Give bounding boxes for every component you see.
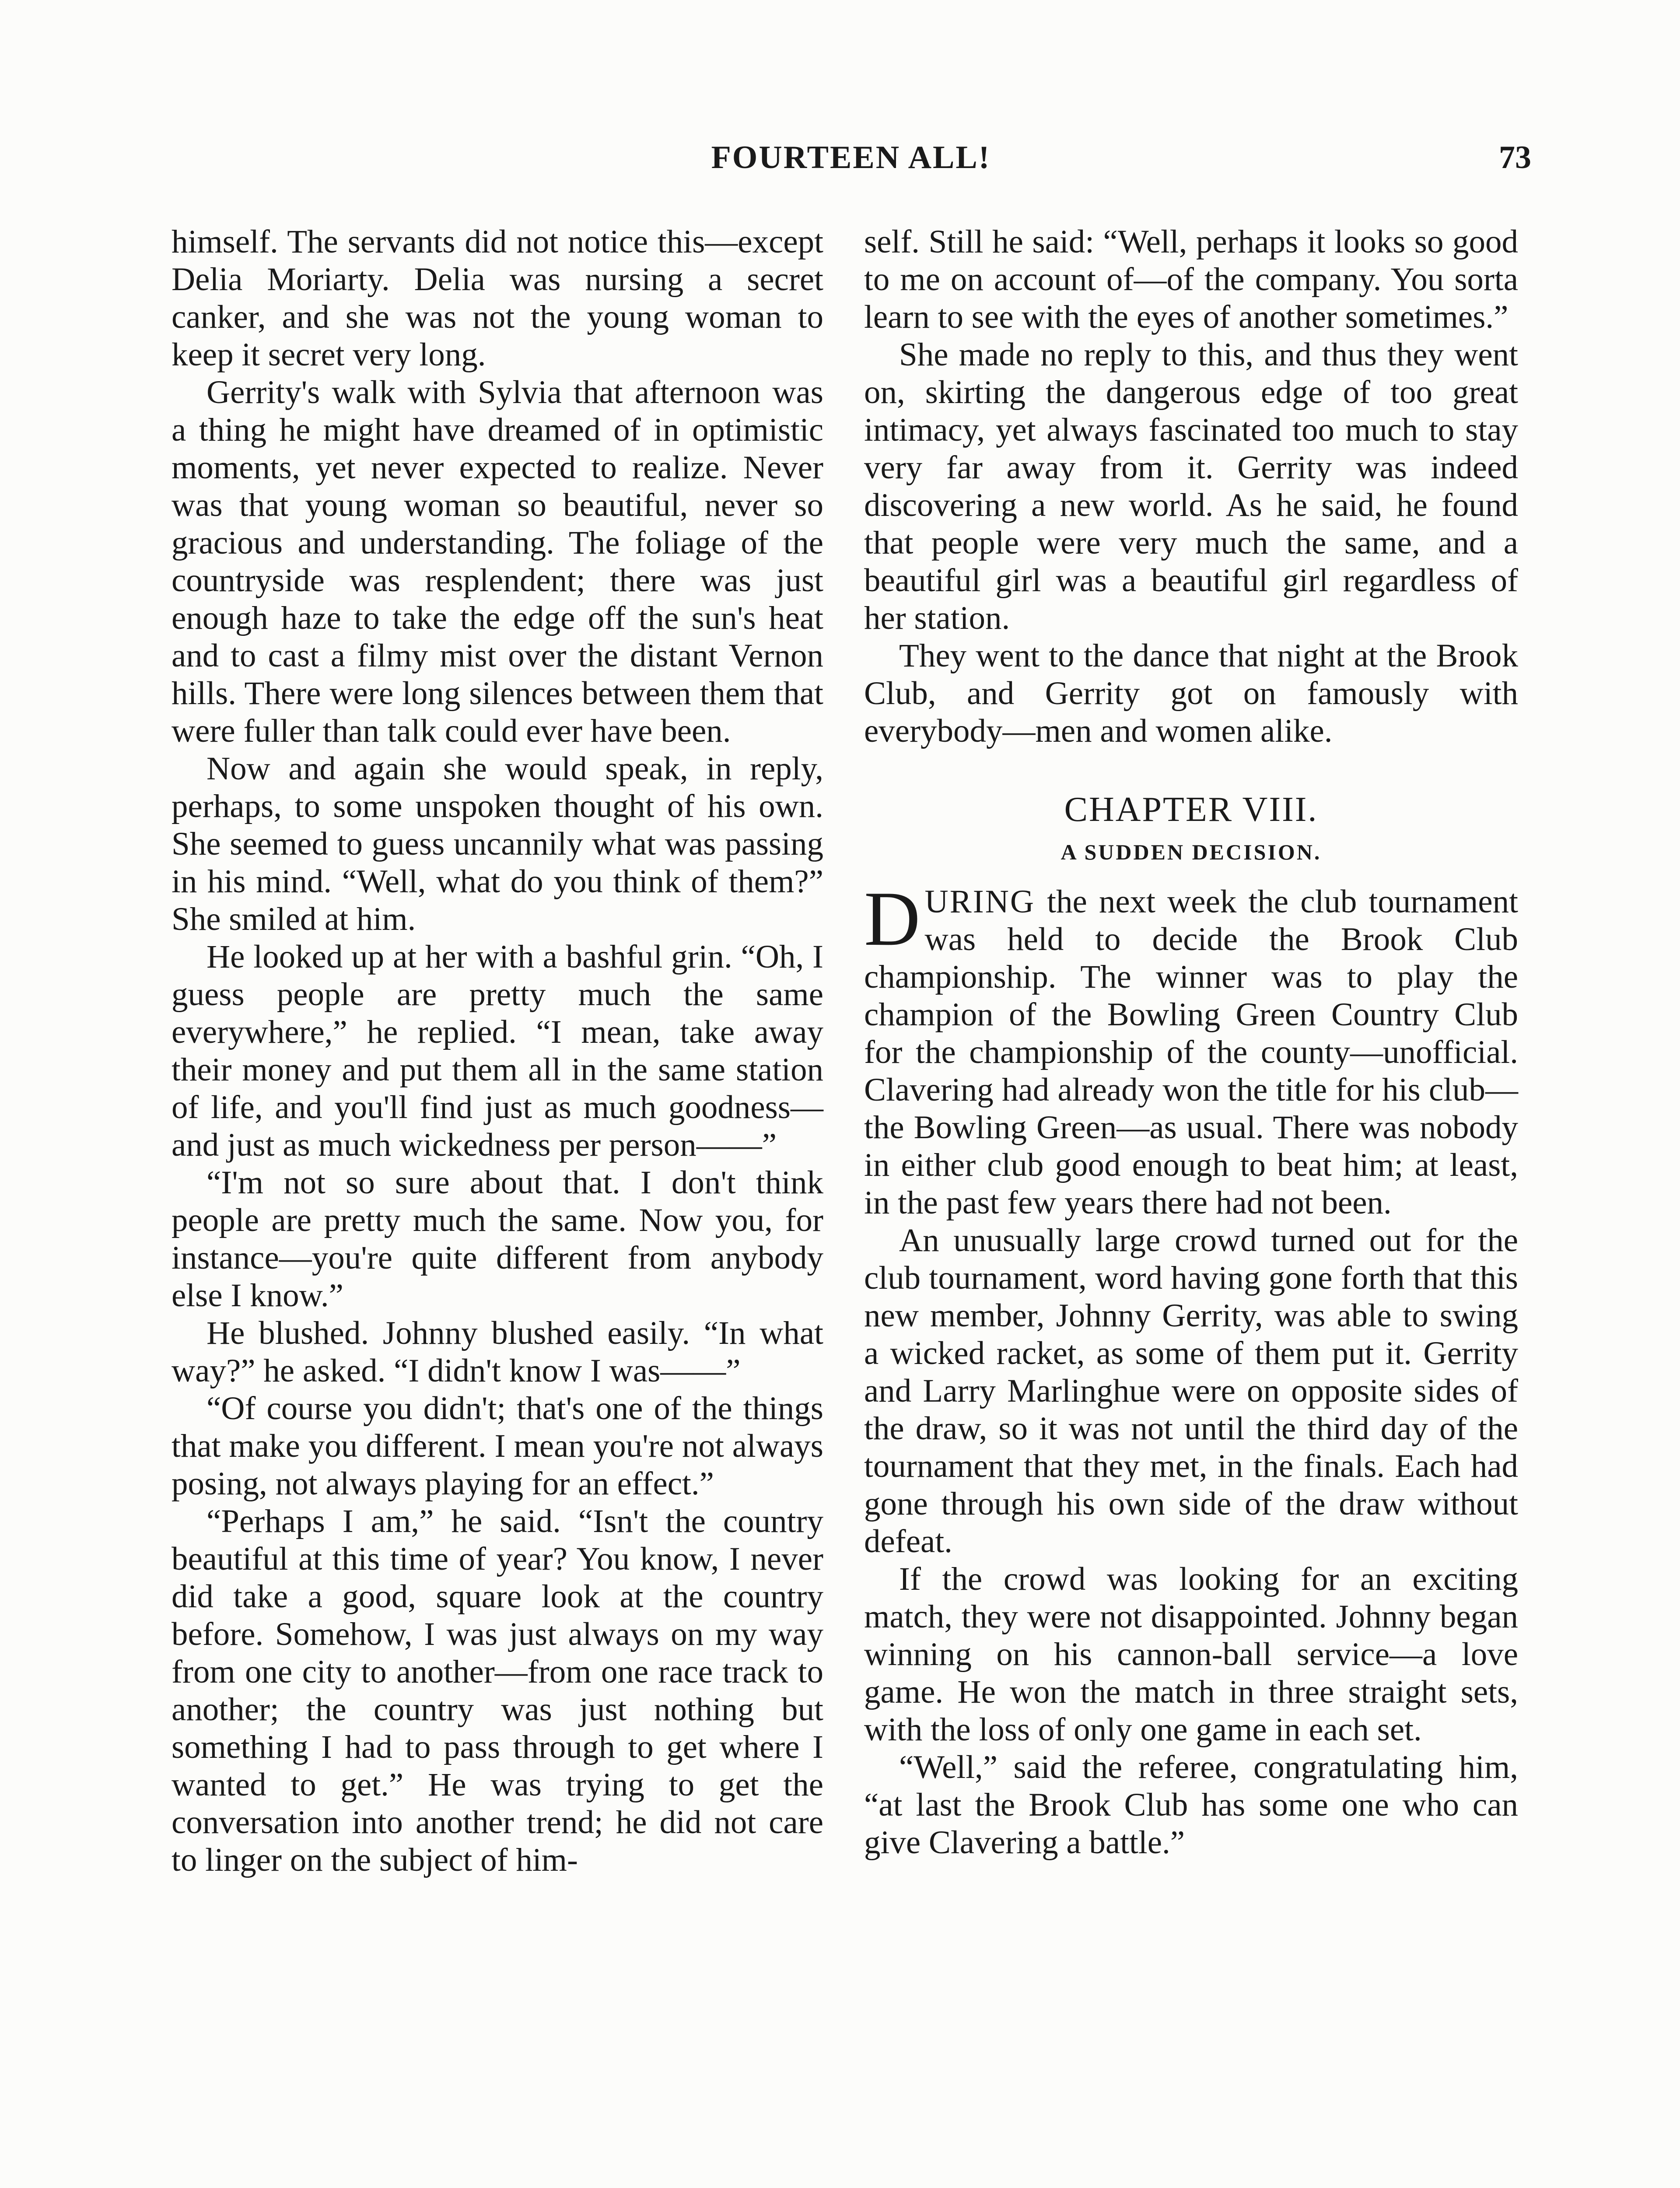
right-column [864, 223, 1518, 1862]
running-title: FOURTEEN ALL! [711, 140, 991, 175]
paragraph: An unusually large crowd turned out for the club tournament, word having gone forth that this new member, Johnny Gerrity, was able to swing a wicked racket, as some of them put it. Gerrity and Larry Marlinghue were on opposite sides of the draw, so it was not until the third day of the tournament that they met, in the finals. Each had gone through his own side of the draw without defeat. [864, 1222, 1518, 1560]
paragraph: himself. The servants did not notice this—except Delia Moriarty. Delia was nursing a secret canker, and she was not the young woman to keep it secret very long. [172, 224, 823, 373]
paragraph: If the crowd was looking for an exciting match, they were not disappointed. Johnny began winning on his cannon-ball service—a love game. He won the match in three straight sets, with the loss of only one game in each set. [864, 1561, 1518, 1748]
chapter-title: CHAPTER VIII. [1064, 790, 1318, 829]
paragraph: He blushed. Johnny blushed easily. “In what way?” he asked. “I didn't know I was——” [172, 1315, 823, 1389]
page-header [171, 139, 1531, 187]
chapter-heading [864, 789, 1518, 867]
chapter-opening-paragraph [864, 875, 1518, 1222]
opening-text: the next week the club tournament was held to decide the Brook Club championship. The winner was to play the champion of the Bowling Green Country Club for the championship of the county—unofficial. Clavering had already won the title for his club—the Bowling Green—as usual. There was nobody in either club good enough to beat him; at least, in the past few years there had not been. [864, 884, 1518, 1221]
paragraph: She made no reply to this, and thus they went on, skirting the dangerous edge of too great intimacy, yet always fascinated too much to stay very far away from it. Gerrity was indeed discovering a new world. As he said, he found that people were very much the same, and a beautiful girl was a beautiful girl regardless of her station. [864, 337, 1518, 636]
lead-word: URING [924, 884, 1036, 920]
page-number: 73 [1499, 140, 1531, 175]
paragraph: He looked up at her with a bashful grin. “Oh, I guess people are pretty much the same everywhere,” he replied. “I mean, take away their money and put them all in the same station of life, and you'll find just as much goodness—and just as much wickedness per person——” [172, 939, 823, 1163]
paragraph: “Well,” said the referee, congratulating him, “at last the Brook Club has some one who can give Clavering a battle.” [864, 1749, 1518, 1861]
paragraph: self. Still he said: “Well, perhaps it looks so good to me on account of—of the company. You sorta learn to see with the eyes of another sometimes.” [864, 224, 1518, 335]
drop-cap: D [864, 875, 920, 962]
paragraph: “I'm not so sure about that. I don't think people are pretty much the same. Now you, for instance—you're quite different from anybody else I know.” [172, 1164, 823, 1314]
paragraph: Gerrity's walk with Sylvia that afternoon was a thing he might have dreamed of in optimistic moments, yet never expected to realize. Never was that young woman so beautiful, never so gracious and understanding. The foliage of the countryside was resplendent; there was just enough haze to take the edge off the sun's heat and to cast a filmy mist over the distant Vernon hills. There were long silences between them that were fuller than talk could ever have been. [172, 374, 823, 749]
paragraph: “Of course you didn't; that's one of the things that make you different. I mean you're not always posing, not always playing for an effect.” [172, 1390, 823, 1502]
paragraph: “Perhaps I am,” he said. “Isn't the country beautiful at this time of year? You know, I never did take a good, square look at the country before. Somehow, I was just always on my way from one city to another—from one race track to another; the country was just nothing but something I had to pass through to get where I wanted to get.” He was trying to get the conversation into another trend; he did not care to linger on the subject of him- [172, 1503, 823, 1878]
paragraph: Now and again she would speak, in reply, perhaps, to some unspoken thought of his own. She seemed to guess uncannily what was passing in his mind. “Well, what do you think of them?” She smiled at him. [172, 750, 823, 937]
left-column [172, 223, 823, 1879]
chapter-subtitle: A SUDDEN DECISION. [1060, 840, 1322, 864]
paragraph: They went to the dance that night at the Brook Club, and Gerrity got on famously with everybody—men and women alike. [864, 638, 1518, 749]
